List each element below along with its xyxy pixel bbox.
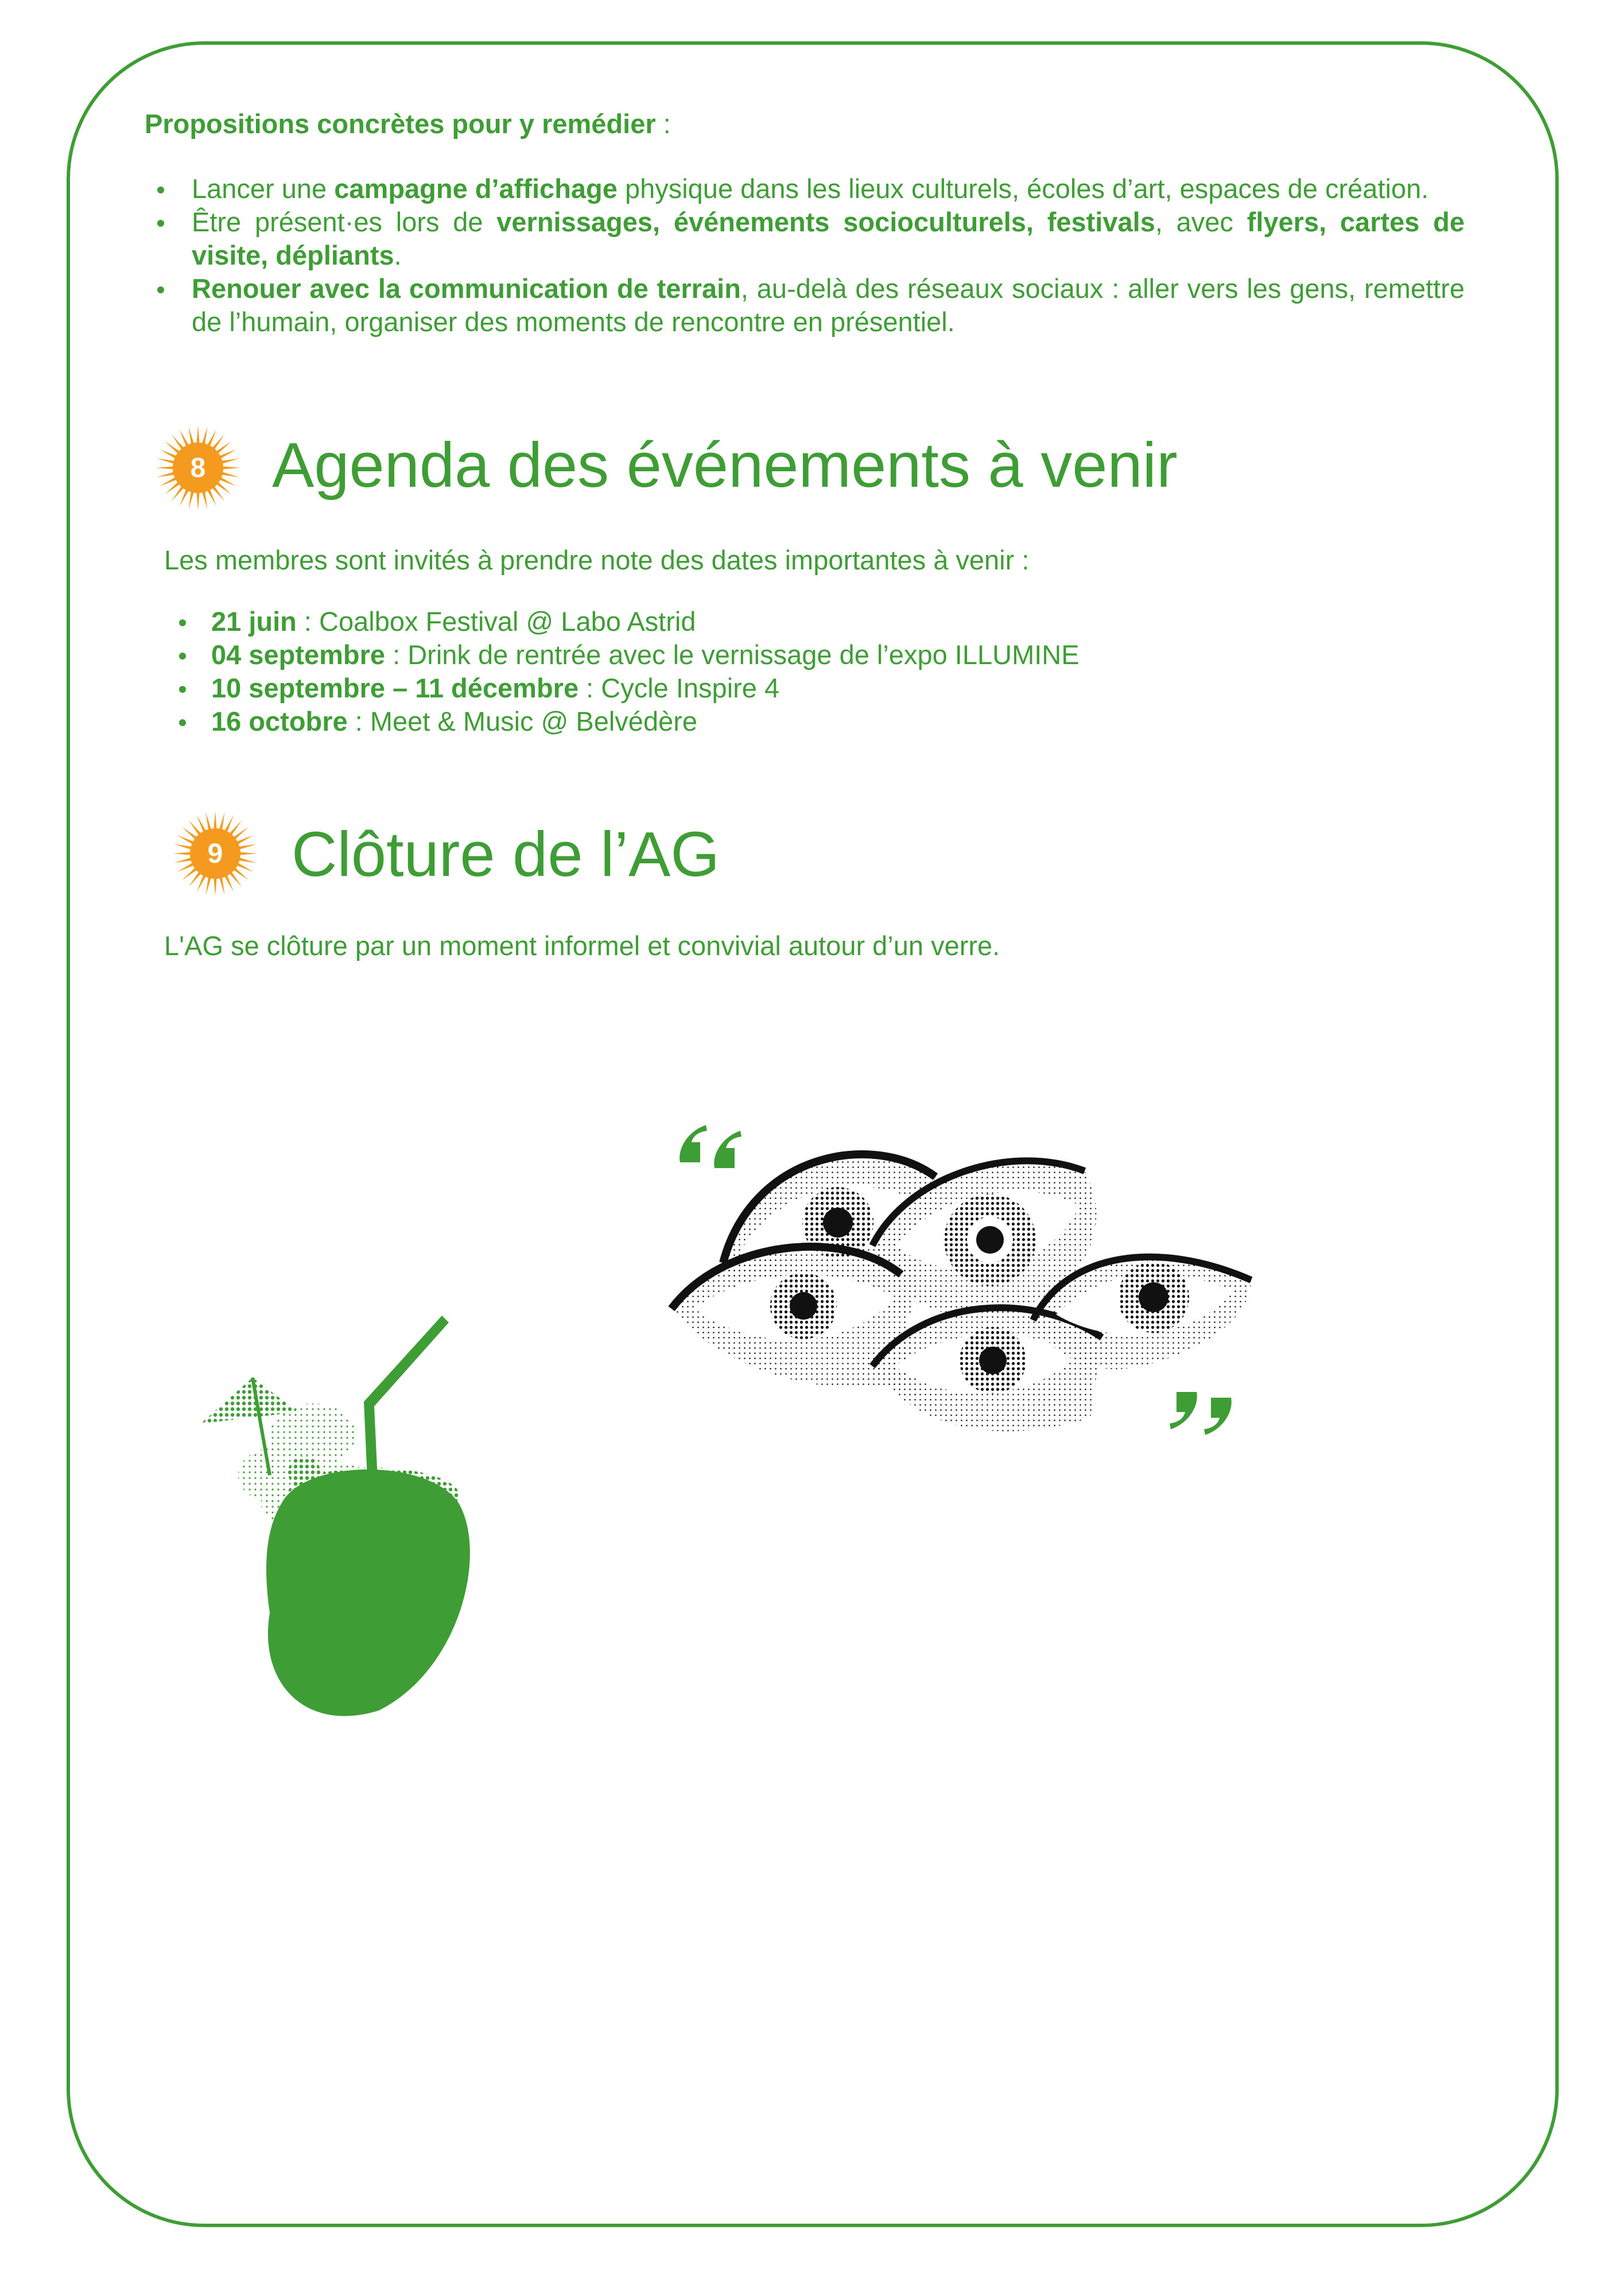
proposition-emphasis: vernissages, événements socioculturels, festivals xyxy=(496,207,1155,237)
event-date: 10 septembre – 11 décembre xyxy=(211,673,579,703)
section-9-title: Clôture de l’AG xyxy=(292,819,720,890)
proposition-text: , au-delà des réseaux sociaux : aller vers les gens, remettre de l’humain, organiser des moments de rencontre en présentiel. xyxy=(192,273,1465,337)
proposition-text: Lancer une xyxy=(192,173,335,204)
proposition-emphasis: campagne d’affichage xyxy=(334,173,618,204)
events-list xyxy=(172,605,1080,738)
quote-close-icon xyxy=(1170,1392,1232,1435)
section-8-title: Agenda des événements à venir xyxy=(272,430,1178,501)
event-description: : Coalbox Festival @ Labo Astrid xyxy=(296,606,696,637)
propositions-heading: Propositions concrètes pour y remédier : xyxy=(145,108,671,139)
coconut-drink-illustration xyxy=(189,1314,591,1739)
event-item xyxy=(172,705,1080,738)
proposition-text: . xyxy=(394,240,402,270)
event-item xyxy=(172,672,1080,705)
section-9-number: 9 xyxy=(207,838,223,869)
section-8-intro: Les membres sont invités à prendre note des dates importantes à venir : xyxy=(164,545,1030,575)
proposition-item xyxy=(145,272,1465,339)
proposition-text: physique dans les lieux culturels, écoles d’art, espaces de création. xyxy=(617,173,1429,204)
event-item xyxy=(172,638,1080,672)
event-item xyxy=(172,605,1080,638)
proposition-emphasis: flyers, cartes de visite, dépliants xyxy=(192,207,1465,270)
propositions-list xyxy=(145,172,1465,339)
event-date: 04 septembre xyxy=(211,639,386,670)
proposition-item xyxy=(145,205,1465,272)
section-9-badge xyxy=(172,810,258,897)
section-8-badge xyxy=(155,425,241,511)
event-date: 16 octobre xyxy=(211,706,348,736)
event-description: : Drink de rentrée avec le vernissage de l’expo ILLUMINE xyxy=(385,639,1080,670)
proposition-text: Être présent·es lors de xyxy=(192,207,497,237)
proposition-item xyxy=(145,172,1465,205)
flower-icon xyxy=(238,1403,373,1527)
event-description: : Meet & Music @ Belvédère xyxy=(347,706,698,736)
proposition-text: , avec xyxy=(1155,207,1247,237)
eyes-collage-illustration xyxy=(654,1108,1320,1498)
section-9-text: L'AG se clôture par un moment informel et convivial autour d’un verre. xyxy=(164,930,1000,961)
quote-open-icon xyxy=(680,1125,741,1168)
event-description: : Cycle Inspire 4 xyxy=(578,673,780,703)
section-8-number: 8 xyxy=(190,452,206,483)
proposition-emphasis: Renouer avec la communication de terrain xyxy=(192,273,741,304)
event-date: 21 juin xyxy=(211,606,297,637)
